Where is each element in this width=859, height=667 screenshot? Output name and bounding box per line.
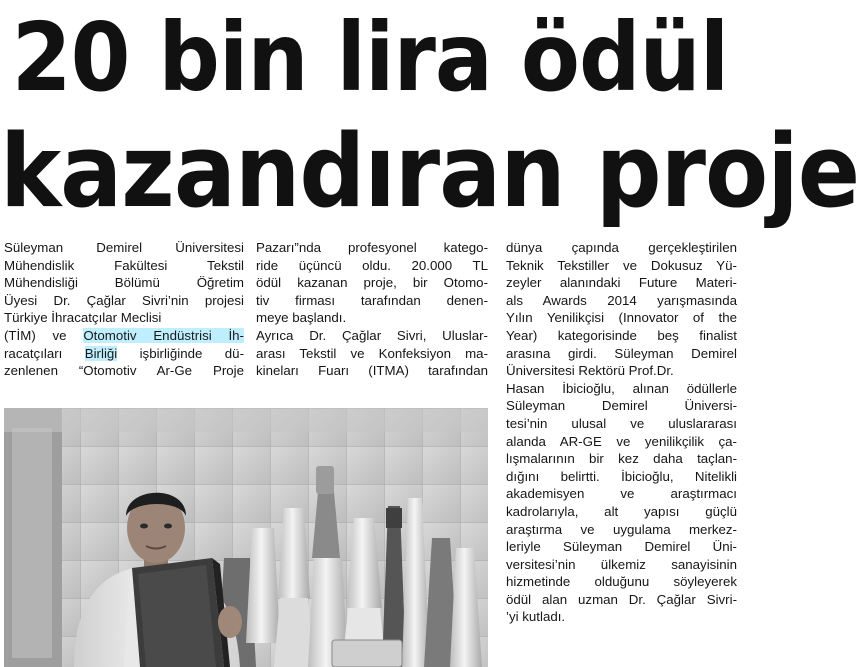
column-2-line-8: kineları Fuarı (ITMA) tarafından	[256, 363, 488, 379]
column-3-line-13: lışmalarının bir kez daha taçlan-	[506, 451, 737, 467]
column-2-line-4: tiv firması tarafından denen-	[256, 292, 488, 308]
column-1-line-3: Mühendisliği Bölümü Öğretim	[4, 275, 244, 291]
column-3-line-18: leriyle Süleyman Demirel Üni-	[506, 539, 737, 555]
column-3-line-14: dığını belirtti. İbicioğlu, Nitelikli	[506, 468, 737, 484]
column-2-line-7: arası Tekstil ve Konfeksiyon ma-	[256, 345, 488, 361]
column-3-line-22: ’yi kutladı.	[506, 609, 566, 625]
column-3-line-15: akademisyen ve araştırmacı	[506, 486, 737, 502]
highlighted-organization-name-part-1: Otomotiv Endüstrisi İh-	[83, 327, 244, 343]
article-column-1	[4, 239, 244, 380]
column-1-line-7-text-b: işbirliğinde dü-	[117, 345, 244, 361]
column-3-line-21: ödül alan uzman Dr. Çağlar Sivri-	[506, 591, 737, 607]
highlighted-organization-name-part-2: Birliği	[84, 345, 118, 361]
column-3-line-1: dünya çapında gerçekleştirilen	[506, 240, 737, 255]
column-3-line-10: Süleyman Demirel Üniversi-	[506, 398, 737, 414]
column-1-line-6-text: (TİM) ve	[4, 327, 84, 343]
column-3-line-17: araştırma ve uygulama merkez-	[506, 521, 737, 537]
column-3-line-11: tesi’nin ulusal ve uluslararası	[506, 415, 737, 431]
article-photo	[4, 408, 488, 667]
column-3-line-2: Teknik Tekstiller ve Dokusuz Yü-	[506, 257, 737, 273]
column-3-line-5: Yılın Yenilikçisi (Innovator of the	[506, 310, 737, 326]
column-3-line-19: versitesi’nin ülkemiz sanayisinin	[506, 556, 737, 572]
column-3-line-8: Üniversitesi Rektörü Prof.Dr.	[506, 363, 674, 379]
column-1-line-4: Üyesi Dr. Çağlar Sivri’nin projesi	[4, 292, 244, 308]
lab-device	[332, 640, 402, 667]
article-column-2	[256, 239, 488, 380]
headline-line-1: 20 bin lira ödül	[11, 3, 729, 113]
column-3-line-6: Year) kategorisinde beş finalist	[506, 327, 737, 343]
hand	[218, 606, 242, 638]
column-2-line-3: ödül kazanan proje, bir Otomo-	[256, 275, 488, 291]
headline-line-2: kazandıran proje	[0, 112, 859, 231]
column-1-line-2: Mühendislik Fakültesi Tekstil	[4, 257, 244, 273]
article-column-3	[506, 239, 737, 626]
column-1-line-5: Türkiye İhracatçılar Meclisi	[4, 310, 162, 326]
column-2-line-5: meye başlandı.	[256, 310, 347, 326]
nonwoven-sample-panel	[132, 558, 230, 667]
column-2-line-1: Pazarı”nda profesyonel katego-	[256, 240, 488, 255]
column-1-line-7-text-a: racatçıları	[4, 345, 85, 361]
column-3-line-3: zeyler alanındaki Future Materi-	[506, 275, 737, 291]
column-3-line-4: als Awards 2014 yarışmasında	[506, 292, 737, 308]
column-3-line-20: hizmetinde olduğunu söyleyerek	[506, 574, 737, 590]
column-3-line-7: arasına girdi. Süleyman Demirel	[506, 345, 737, 361]
column-3-line-9: Hasan İbicioğlu, alınan ödüllerle	[506, 380, 737, 396]
column-3-line-12: alanda AR-GE ve yenilikçilik ça-	[506, 433, 737, 449]
column-1-line-6	[4, 327, 244, 345]
researcher-with-textile-samples-photo	[4, 408, 488, 667]
column-3-line-16: kadrolarıyla, alt yapısı güçlü	[506, 503, 737, 519]
column-1-line-8: zenlenen “Otomotiv Ar-Ge Proje	[4, 363, 244, 379]
column-1-line-1: Süleyman Demirel Üniversitesi	[4, 240, 244, 255]
column-2-line-6: Ayrıca Dr. Çağlar Sivri, Uluslar-	[256, 327, 488, 343]
column-1-line-7	[4, 345, 244, 363]
column-2-line-2: ride üçüncü oldu. 20.000 TL	[256, 257, 488, 273]
